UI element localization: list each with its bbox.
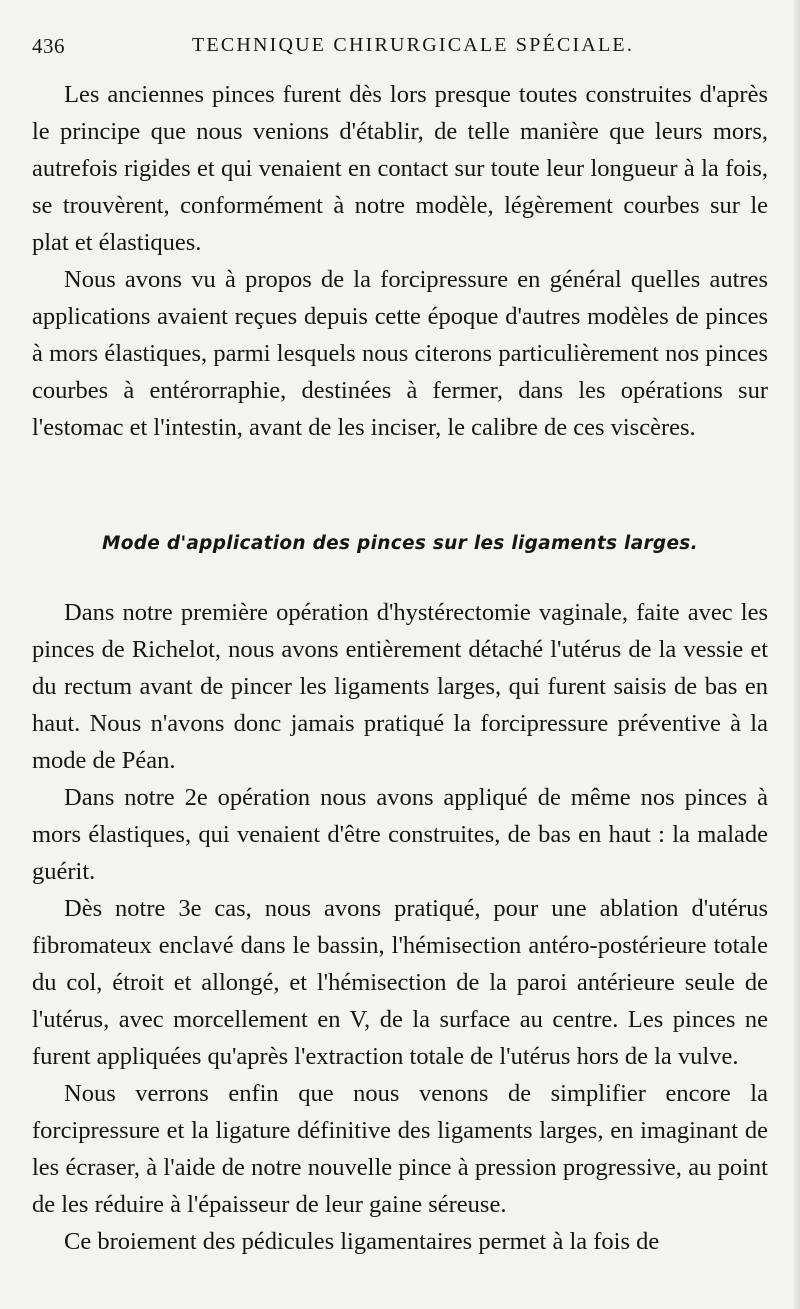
section-heading: Mode d'application des pinces sur les ligaments larges. bbox=[102, 533, 698, 554]
text-block-intro bbox=[32, 76, 768, 446]
paragraph: Dans notre première opération d'hystérectomie vaginale, faite avec les pinces de Richelot, nous avons entièrement détaché l'utérus de la vessie et du rectum avant de pincer les ligaments larges, qui furent saisis de bas en haut. Nous n'avons donc jamais pratiqué la forcipressure préventive à la mode de Péan. bbox=[32, 599, 768, 774]
running-head bbox=[32, 34, 760, 62]
text-block-section bbox=[32, 594, 768, 1260]
page-edge-shadow bbox=[794, 0, 800, 1309]
running-title: TECHNIQUE CHIRURGICALE SPÉCIALE. bbox=[192, 34, 635, 56]
page-number: 436 bbox=[32, 34, 65, 58]
paragraph: Les anciennes pinces furent dès lors presque toutes construites d'après le principe que nous venions d'établir, de telle manière que leurs mors, autrefois rigides et qui venaient en contact sur toute leur longueur à la fois, se trouvèrent, conformément à notre modèle, légèrement courbes sur le plat et élastiques. bbox=[32, 81, 768, 256]
paragraph: Dès notre 3e cas, nous avons pratiqué, pour une ablation d'utérus fibromateux enclavé dans le bassin, l'hémisection antéro-postérieure totale du col, étroit et allongé, et l'hémisection de la paroi antérieure seule de l'utérus, avec morcellement en V, de la surface au centre. Les pinces ne furent appliquées qu'après l'extraction totale de l'utérus hors de la vulve. bbox=[32, 895, 768, 1070]
paragraph: Nous verrons enfin que nous venons de simplifier encore la forcipressure et la ligature définitive des ligaments larges, en imaginant de les écraser, à l'aide de notre nouvelle pince à pression progressive, au point de les réduire à l'épaisseur de leur gaine séreuse. bbox=[32, 1080, 768, 1218]
paragraph: Ce broiement des pédicules ligamentaires permet à la fois de bbox=[64, 1228, 660, 1255]
paragraph: Nous avons vu à propos de la forcipressure en général quelles autres applications avaient reçues depuis cette époque d'autres modèles de pinces à mors élastiques, parmi lesquels nous citerons particulièrement nos pinces courbes à entérorraphie, destinées à fermer, dans les opérations sur l'estomac et l'intestin, avant de les inciser, le calibre de ces viscères. bbox=[32, 266, 768, 441]
paragraph: Dans notre 2e opération nous avons appliqué de même nos pinces à mors élastiques, qui venaient d'être construites, de bas en haut : la malade guérit. bbox=[32, 784, 768, 885]
